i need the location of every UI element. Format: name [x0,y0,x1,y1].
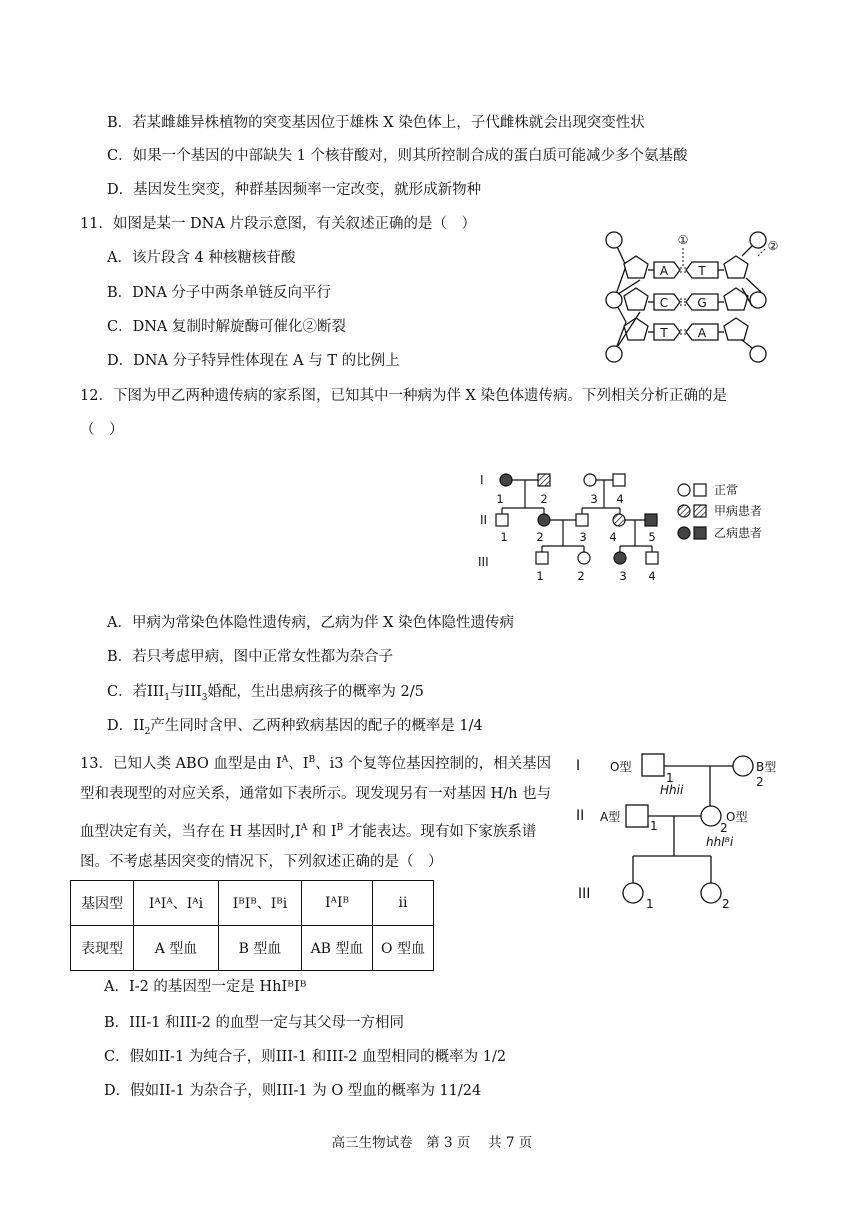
gen-i-label: I [480,473,484,487]
gen1-num-3: 3 [590,492,598,506]
table-header-genotype: 基因型 [71,881,134,926]
q13-stem-line4: 图。不考虑基因突变的情况下，下列叙述正确的是（ ） [80,854,443,870]
q13-option-d: D．假如II-1 为杂合子，则III-1 为 O 型血的概率为 11/24 [104,1083,482,1099]
table-header-phenotype: 表现型 [71,926,134,971]
gen3-num-3: 3 [619,569,627,583]
q13-option-a: A．I-2 的基因型一定是 HhIᴮIᴮ [104,979,307,995]
i2-phenotype: B型 [756,760,777,774]
legend-disease-jia: 甲病患者 [714,504,763,518]
gen-ii-label: II [576,808,585,824]
dna-base-g: G [697,296,707,310]
ii1-phenotype: A型 [600,810,621,824]
gen3-num-2: 2 [577,569,585,583]
dna-base-c: C [659,296,669,310]
q11-option-d: D．DNA 分子特异性体现在 A 与 T 的比例上 [107,353,400,369]
q12-option-a: A．甲病为常染色体隐性遗传病，乙病为伴 X 染色体隐性遗传病 [107,615,515,631]
dna-fragment-diagram [596,226,786,372]
table-cell: ii [373,881,434,926]
gen2-num-5: 5 [648,530,656,544]
q13-stem-line3: 血型决定有关，当存在 H 基因时$,I^A$ 和 $I^B$ 才能表达。现有如下家族系谱 [80,823,537,840]
iii1-number: 1 [646,897,654,911]
table-cell: IᴬIᴬ、Iᴬi [134,881,219,926]
dna-base-a2: A [697,326,707,340]
table-cell: A 型血 [134,926,219,971]
q10-option-c: C．如果一个基因的中部缺失 1 个核苷酸对，则其所控制合成的蛋白质可能减少多个氨基酸 [107,148,688,164]
gen2-num-4: 4 [609,530,617,544]
q13-stem-line2: 型和表现型的对应关系，通常如下表所示。现发现另有一对基因 H/h 也与 [80,786,552,802]
gen-i-label: I [576,758,581,774]
table-cell: B 型血 [219,926,302,971]
table-cell: AB 型血 [302,926,373,971]
table-cell: IᴮIᴮ、Iᴮi [219,881,302,926]
table-cell: O 型血 [373,926,434,971]
i1-genotype: Hhii [660,783,684,797]
ii2-genotype: hhIᴮi [706,835,734,849]
gen2-num-3: 3 [579,530,587,544]
q12-stem-paren: （ ） [80,422,124,438]
q12-stem: 12．下图为甲乙两种遗传病的家系图，已知其中一种病为伴 X 染色体遗传病。下列相关分析正确的是 [80,388,727,404]
gen1-num-1: 1 [496,492,504,506]
label-1: ① [677,233,689,247]
q11-option-a: A．该片段含 4 种核糖核苷酸 [107,250,296,266]
q11-stem: 11．如图是某一 DNA 片段示意图，有关叙述正确的是（ ） [80,216,476,232]
dna-base-t1: T [698,264,706,278]
genotype-phenotype-table [70,880,434,971]
q12-option-b: B．若只考虑甲病，图中正常女性都为杂合子 [107,649,394,665]
page-footer: 高三生物试卷 第 3 页 共 7 页 [331,1135,533,1151]
table-row [71,881,434,926]
ii1-number: 1 [650,819,658,833]
gen1-num-2: 2 [540,492,548,506]
q12-option-d: D．$II_2$产生同时含甲、乙两种致病基因的配子的概率是 1/4 [107,718,483,737]
pedigree-chart-q13 [570,748,790,918]
dna-base-a1: A [659,264,669,278]
legend-normal: 正常 [714,483,739,497]
table-cell: IᴬIᴮ [302,881,373,926]
legend-disease-yi: 乙病患者 [714,526,763,540]
iii2-number: 2 [722,897,730,911]
ii2-number: 2 [720,821,728,835]
q11-option-b: B．DNA 分子中两条单链反向平行 [107,285,332,301]
dna-base-t2: T [660,326,668,340]
q12-option-c: C．若$III_1$与$III_3$婚配，生出患病孩子的概率为 2/5 [107,684,424,703]
gen3-num-4: 4 [648,569,656,583]
q10-option-d: D．基因发生突变，种群基因频率一定改变，就形成新物种 [107,182,482,198]
q11-option-c: C．DNA 复制时解旋酶可催化②断裂 [107,319,346,335]
gen-iii-label: III [478,555,489,569]
gen2-num-2: 2 [536,530,544,544]
ii2-phenotype: O型 [726,810,748,824]
q13-option-c: C．假如II-1 为纯合子，则III-1 和III-2 血型相同的概率为 1/2 [104,1049,507,1065]
gen-iii-label: III [578,886,591,902]
pedigree-chart-q12 [472,462,782,590]
i1-phenotype: O型 [610,760,632,774]
i1-number: 1 [666,771,674,785]
q10-option-b: B．若某雌雄异株植物的突变基因位于雄株 X 染色体上，子代雌株就会出现突变性状 [107,115,645,131]
q13-option-b: B．III-1 和III-2 的血型一定与其父母一方相同 [104,1015,404,1031]
gen-ii-label: II [480,513,488,527]
i2-number: 2 [756,775,764,789]
table-row [71,926,434,971]
q13-stem-line1: 13．已知人类 ABO 血型是由 $I^A$、$I^B$、i3 个复等位基因控制的，相关基因 [80,755,552,772]
gen1-num-4: 4 [616,492,624,506]
gen3-num-1: 1 [536,569,544,583]
gen2-num-1: 1 [500,530,508,544]
label-2: ② [767,239,779,253]
